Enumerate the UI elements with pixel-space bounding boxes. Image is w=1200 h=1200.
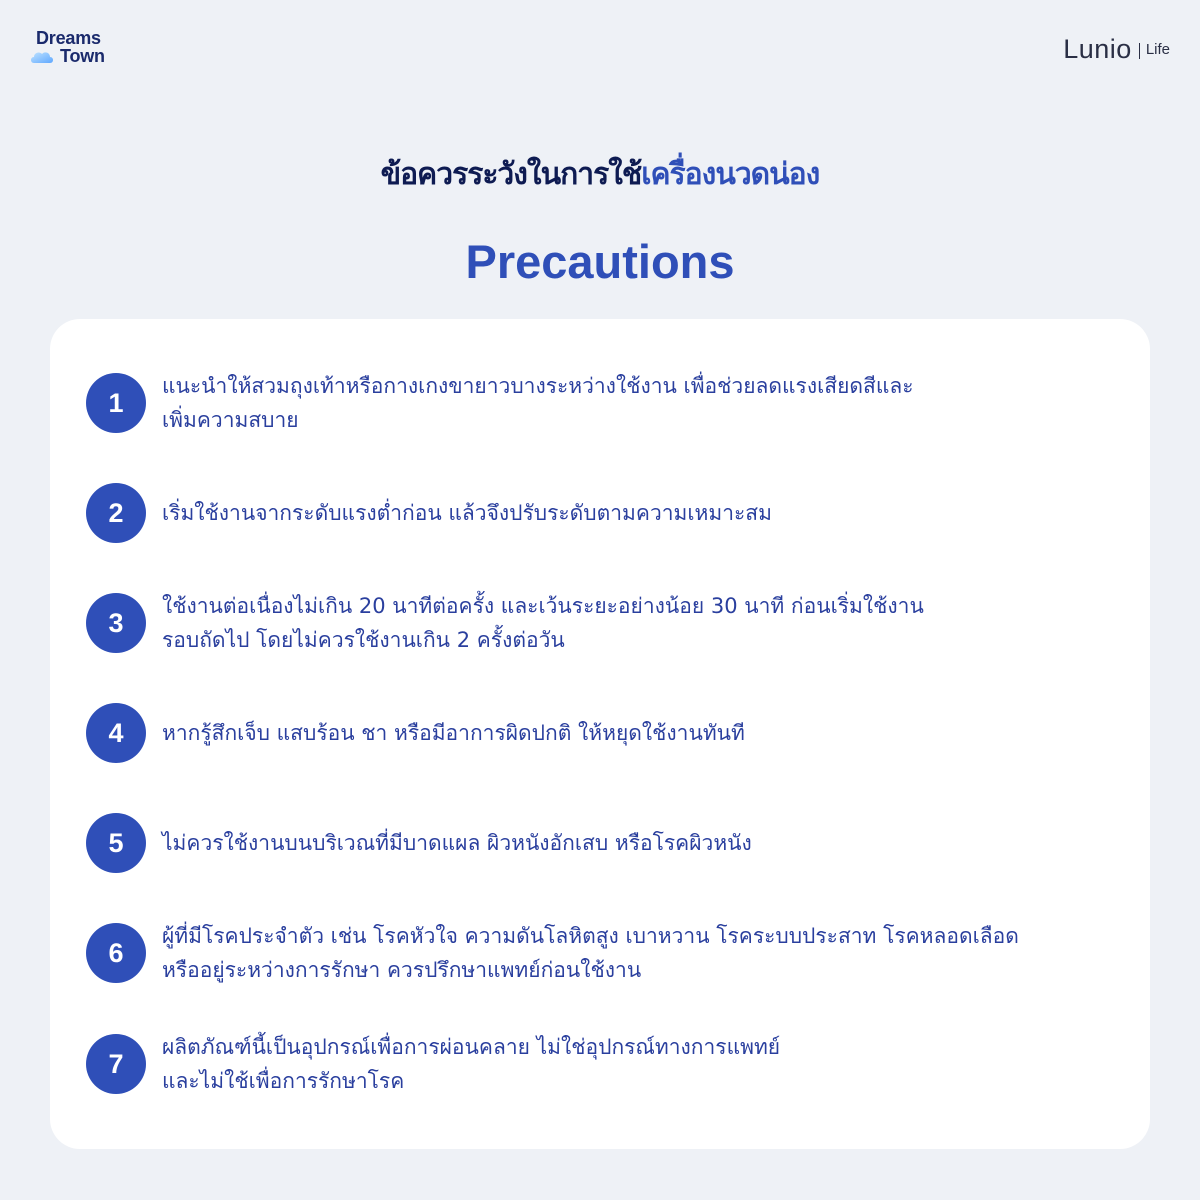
precaution-line: ผู้ที่มีโรคประจำตัว เช่น โรคหัวใจ ความดันโลหิตสูง เบาหวาน โรคระบบประสาท โรคหลอดเลือด [162,924,1019,948]
lunio-sub-text: Life [1145,41,1170,58]
precaution-line: หรืออยู่ระหว่างการรักษา ควรปรึกษาแพทย์ก่อนใช้งาน [162,958,642,982]
number-badge: 5 [86,813,146,873]
precaution-item-6 [50,908,1150,998]
page-title [0,130,1200,220]
precaution-line: เริ่มใช้งานจากระดับแรงต่ำก่อน แล้วจึงปรับระดับตามความเหมาะสม [162,501,772,525]
dreams-town-logo [30,28,140,72]
page-subtitle: Precautions [465,235,735,288]
title-main: ข้อควรระวังในการใช้ [380,157,642,192]
precaution-text [162,908,1122,998]
number-badge: 2 [86,483,146,543]
precaution-line: ไม่ควรใช้งานบนบริเวณที่มีบาดแผล ผิวหนังอักเสบ หรือโรคผิวหนัง [162,831,752,855]
number-badge: 3 [86,593,146,653]
precaution-item-3 [50,578,1150,668]
precaution-item-2 [50,468,1150,558]
precaution-line: เพิ่มความสบาย [162,408,299,432]
precaution-line: ใช้งานต่อเนื่องไม่เกิน 20 นาทีต่อครั้ง และเว้นระยะอย่างน้อย 30 นาที ก่อนเริ่มใช้งาน [162,594,924,618]
precaution-text [162,798,1122,888]
logo-text-line2: Town [60,46,105,66]
title-accent: เครื่องนวดน่อง [641,157,820,192]
logo-text-line1: Dreams [36,28,101,48]
precaution-item-5 [50,798,1150,888]
precaution-text [162,1019,1122,1109]
precaution-text [162,578,1122,668]
logo-divider [1139,43,1140,59]
number-badge: 4 [86,703,146,763]
precaution-item-1 [50,358,1150,448]
precaution-line: และไม่ใช้เพื่อการรักษาโรค [162,1069,405,1093]
precautions-card [50,319,1150,1149]
precaution-item-4 [50,688,1150,778]
precaution-line: แนะนำให้สวมถุงเท้าหรือกางเกงขายาวบางระหว่างใช้งาน เพื่อช่วยลดแรงเสียดสีและ [162,374,914,398]
number-badge: 6 [86,923,146,983]
precaution-text [162,468,1122,558]
number-badge: 7 [86,1034,146,1094]
precaution-text [162,688,1122,778]
precaution-line: ผลิตภัณฑ์นี้เป็นอุปกรณ์เพื่อการผ่อนคลาย ไม่ใช่อุปกรณ์ทางการแพทย์ [162,1035,781,1059]
precaution-line: รอบถัดไป โดยไม่ควรใช้งานเกิน 2 ครั้งต่อวัน [162,628,565,652]
precaution-item-7 [50,1019,1150,1109]
number-badge: 1 [86,373,146,433]
lunio-brand-text: Lunio [1063,33,1132,64]
lunio-life-logo [1063,32,1170,65]
precaution-text [162,358,1122,448]
cloud-icon [30,50,54,64]
precaution-line: หากรู้สึกเจ็บ แสบร้อน ชา หรือมีอาการผิดปกติ ให้หยุดใช้งานทันที [162,721,745,745]
